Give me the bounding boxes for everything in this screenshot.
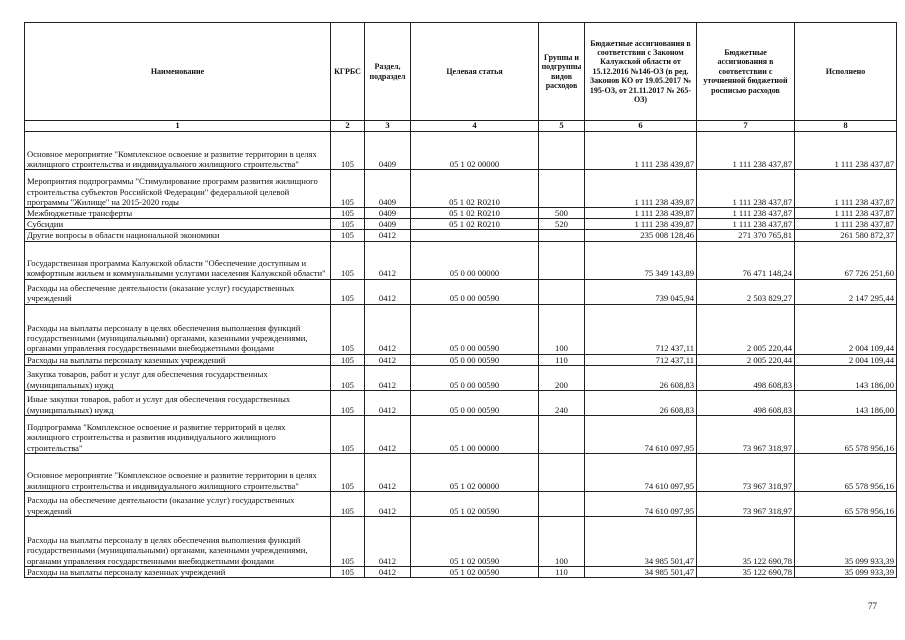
row-section-cell: 0412 <box>365 415 411 453</box>
row-target-article-cell: 05 0 00 00590 <box>411 304 539 354</box>
row-executed-cell: 65 578 956,16 <box>795 491 897 516</box>
row-kgrbs-cell: 105 <box>331 516 365 566</box>
header-name: Наименование <box>25 23 331 121</box>
table-row <box>25 208 897 219</box>
table-row <box>25 566 897 577</box>
row-executed-cell: 261 580 872,37 <box>795 230 897 241</box>
row-budget-law-cell: 26 608,83 <box>585 390 697 415</box>
row-name-cell: Другие вопросы в области национальной экономики <box>25 230 331 241</box>
row-expense-group-cell <box>539 230 585 241</box>
budget-table-sheet <box>24 22 897 578</box>
row-kgrbs-cell: 105 <box>331 390 365 415</box>
row-executed-cell: 1 111 238 437,87 <box>795 208 897 219</box>
row-budget-refined-cell: 271 370 765,81 <box>697 230 795 241</box>
column-number: 7 <box>697 121 795 132</box>
header-target-article: Целевая статья <box>411 23 539 121</box>
row-budget-refined-cell: 2 005 220,44 <box>697 354 795 365</box>
row-target-article-cell: 05 0 00 00590 <box>411 279 539 304</box>
row-target-article-cell: 05 1 00 00000 <box>411 415 539 453</box>
row-budget-law-cell: 1 111 238 439,87 <box>585 132 697 170</box>
row-executed-cell: 1 111 238 437,87 <box>795 219 897 230</box>
table-row <box>25 279 897 304</box>
row-name-cell: Межбюджетные трансферты <box>25 208 331 219</box>
row-expense-group-cell <box>539 491 585 516</box>
row-expense-group-cell <box>539 170 585 208</box>
row-budget-refined-cell: 1 111 238 437,87 <box>697 132 795 170</box>
row-section-cell: 0412 <box>365 279 411 304</box>
row-section-cell: 0409 <box>365 208 411 219</box>
row-executed-cell: 2 004 109,44 <box>795 354 897 365</box>
row-budget-refined-cell: 35 122 690,78 <box>697 516 795 566</box>
row-target-article-cell: 05 1 02 R0210 <box>411 219 539 230</box>
row-budget-law-cell: 712 437,11 <box>585 304 697 354</box>
row-budget-law-cell: 74 610 097,95 <box>585 491 697 516</box>
budget-table <box>24 22 897 578</box>
row-kgrbs-cell: 105 <box>331 415 365 453</box>
column-number-row <box>25 121 897 132</box>
header-section: Раздел, подраздел <box>365 23 411 121</box>
row-budget-law-cell: 739 045,94 <box>585 279 697 304</box>
row-target-article-cell: 05 1 02 00590 <box>411 516 539 566</box>
row-name-cell: Расходы на выплаты персоналу в целях обеспечения выполнения функций государственными (муниципальными) органами, казенными учреждениями, органами управления государственными внебюджетными фондами <box>25 304 331 354</box>
row-section-cell: 0412 <box>365 491 411 516</box>
row-budget-law-cell: 712 437,11 <box>585 354 697 365</box>
column-number: 2 <box>331 121 365 132</box>
row-executed-cell: 143 186,00 <box>795 390 897 415</box>
row-name-cell: Расходы на выплаты персоналу казенных учреждений <box>25 566 331 577</box>
header-kgrbs: КГРБС <box>331 23 365 121</box>
header-row <box>25 23 897 121</box>
row-expense-group-cell: 240 <box>539 390 585 415</box>
column-number: 4 <box>411 121 539 132</box>
row-budget-law-cell: 1 111 238 439,87 <box>585 208 697 219</box>
row-section-cell: 0412 <box>365 354 411 365</box>
row-section-cell: 0412 <box>365 390 411 415</box>
table-row <box>25 390 897 415</box>
row-name-cell: Расходы на обеспечение деятельности (оказание услуг) государственных учреждений <box>25 491 331 516</box>
row-kgrbs-cell: 105 <box>331 365 365 390</box>
table-row <box>25 241 897 279</box>
column-number: 1 <box>25 121 331 132</box>
column-number: 6 <box>585 121 697 132</box>
row-expense-group-cell <box>539 279 585 304</box>
row-kgrbs-cell: 105 <box>331 170 365 208</box>
row-kgrbs-cell: 105 <box>331 453 365 491</box>
row-budget-law-cell: 34 985 501,47 <box>585 516 697 566</box>
row-executed-cell: 2 004 109,44 <box>795 304 897 354</box>
row-executed-cell: 2 147 295,44 <box>795 279 897 304</box>
row-expense-group-cell: 110 <box>539 566 585 577</box>
row-name-cell: Основное мероприятие "Комплексное освоение и развитие территории в целях жилищного строительства и индивидуального жилищного строительства" <box>25 132 331 170</box>
row-executed-cell: 67 726 251,60 <box>795 241 897 279</box>
row-section-cell: 0409 <box>365 170 411 208</box>
row-expense-group-cell <box>539 415 585 453</box>
row-target-article-cell: 05 1 02 00590 <box>411 491 539 516</box>
row-executed-cell: 35 099 933,39 <box>795 566 897 577</box>
row-target-article-cell: 05 1 02 00000 <box>411 453 539 491</box>
row-budget-refined-cell: 73 967 318,97 <box>697 491 795 516</box>
row-target-article-cell: 05 1 02 00000 <box>411 132 539 170</box>
row-section-cell: 0412 <box>365 566 411 577</box>
row-budget-refined-cell: 1 111 238 437,87 <box>697 219 795 230</box>
row-budget-law-cell: 1 111 238 439,87 <box>585 170 697 208</box>
row-name-cell: Мероприятия подпрограммы "Стимулирование программ развития жилищного строительства субъектов Российской Федерации" федеральной целевой программы "Жилище" на 2015-2020 годы <box>25 170 331 208</box>
row-executed-cell: 35 099 933,39 <box>795 516 897 566</box>
table-row <box>25 170 897 208</box>
row-section-cell: 0409 <box>365 132 411 170</box>
row-target-article-cell: 05 1 02 R0210 <box>411 170 539 208</box>
row-name-cell: Субсидии <box>25 219 331 230</box>
header-budget-law: Бюджетные ассигнования в соответствии с Законом Калужской области от 15.12.2016 №146-ОЗ (в ред. Законов КО от 19.05.2017 № 195-ОЗ, от 21.11.2017 № 265-ОЗ) <box>585 23 697 121</box>
table-row <box>25 354 897 365</box>
row-budget-law-cell: 74 610 097,95 <box>585 415 697 453</box>
row-budget-law-cell: 235 008 128,46 <box>585 230 697 241</box>
row-executed-cell: 143 186,00 <box>795 365 897 390</box>
row-kgrbs-cell: 105 <box>331 132 365 170</box>
table-row <box>25 219 897 230</box>
row-executed-cell: 1 111 238 437,87 <box>795 170 897 208</box>
table-body <box>25 132 897 578</box>
row-budget-refined-cell: 35 122 690,78 <box>697 566 795 577</box>
row-section-cell: 0412 <box>365 230 411 241</box>
table-row <box>25 304 897 354</box>
table-row <box>25 230 897 241</box>
row-target-article-cell: 05 0 00 00000 <box>411 241 539 279</box>
row-budget-refined-cell: 2 005 220,44 <box>697 304 795 354</box>
row-executed-cell: 1 111 238 437,87 <box>795 132 897 170</box>
row-expense-group-cell <box>539 453 585 491</box>
row-budget-refined-cell: 73 967 318,97 <box>697 415 795 453</box>
row-expense-group-cell <box>539 132 585 170</box>
row-name-cell: Государственная программа Калужской области "Обеспечение доступным и комфортным жильем и коммунальными услугами населения Калужской области" <box>25 241 331 279</box>
table-row <box>25 365 897 390</box>
row-section-cell: 0412 <box>365 365 411 390</box>
row-target-article-cell: 05 0 00 00590 <box>411 365 539 390</box>
row-budget-law-cell: 26 608,83 <box>585 365 697 390</box>
row-name-cell: Расходы на выплаты персоналу в целях обеспечения выполнения функций государственными (муниципальными) органами, казенными учреждениями, органами управления государственными внебюджетными фондами <box>25 516 331 566</box>
row-section-cell: 0412 <box>365 516 411 566</box>
row-budget-refined-cell: 498 608,83 <box>697 390 795 415</box>
row-name-cell: Иные закупки товаров, работ и услуг для обеспечения государственных (муниципальных) нужд <box>25 390 331 415</box>
row-budget-law-cell: 1 111 238 439,87 <box>585 219 697 230</box>
row-expense-group-cell: 500 <box>539 208 585 219</box>
row-executed-cell: 65 578 956,16 <box>795 453 897 491</box>
row-section-cell: 0412 <box>365 453 411 491</box>
row-budget-refined-cell: 73 967 318,97 <box>697 453 795 491</box>
row-kgrbs-cell: 105 <box>331 304 365 354</box>
row-target-article-cell: 05 0 00 00590 <box>411 354 539 365</box>
row-budget-refined-cell: 1 111 238 437,87 <box>697 208 795 219</box>
row-name-cell: Расходы на обеспечение деятельности (оказание услуг) государственных учреждений <box>25 279 331 304</box>
row-kgrbs-cell: 105 <box>331 219 365 230</box>
column-number: 3 <box>365 121 411 132</box>
header-budget-refined: Бюджетные ассигнования в соответствии с уточненной бюджетной росписью расходов <box>697 23 795 121</box>
row-kgrbs-cell: 105 <box>331 208 365 219</box>
header-executed: Исполнено <box>795 23 897 121</box>
table-row <box>25 415 897 453</box>
row-kgrbs-cell: 105 <box>331 566 365 577</box>
row-expense-group-cell: 100 <box>539 516 585 566</box>
row-budget-refined-cell: 498 608,83 <box>697 365 795 390</box>
row-kgrbs-cell: 105 <box>331 279 365 304</box>
page-number: 77 <box>868 601 877 611</box>
row-section-cell: 0412 <box>365 241 411 279</box>
row-kgrbs-cell: 105 <box>331 491 365 516</box>
row-expense-group-cell <box>539 241 585 279</box>
table-row <box>25 132 897 170</box>
column-number: 8 <box>795 121 897 132</box>
row-name-cell: Закупка товаров, работ и услуг для обеспечения государственных (муниципальных) нужд <box>25 365 331 390</box>
table-row <box>25 453 897 491</box>
row-section-cell: 0412 <box>365 304 411 354</box>
header-expense-groups: Группы и подгруппы видов расходов <box>539 23 585 121</box>
row-budget-refined-cell: 2 503 829,27 <box>697 279 795 304</box>
row-budget-law-cell: 74 610 097,95 <box>585 453 697 491</box>
table-row <box>25 516 897 566</box>
row-target-article-cell: 05 0 00 00590 <box>411 390 539 415</box>
row-expense-group-cell: 520 <box>539 219 585 230</box>
row-executed-cell: 65 578 956,16 <box>795 415 897 453</box>
column-number: 5 <box>539 121 585 132</box>
row-target-article-cell: 05 1 02 00590 <box>411 566 539 577</box>
table-row <box>25 491 897 516</box>
row-kgrbs-cell: 105 <box>331 354 365 365</box>
row-kgrbs-cell: 105 <box>331 241 365 279</box>
row-expense-group-cell: 110 <box>539 354 585 365</box>
row-expense-group-cell: 100 <box>539 304 585 354</box>
row-name-cell: Подпрограмма "Комплексное освоение и развитие территорий в целях жилищного строительства и развития индивидуального жилищного строительства" <box>25 415 331 453</box>
row-budget-law-cell: 75 349 143,89 <box>585 241 697 279</box>
row-expense-group-cell: 200 <box>539 365 585 390</box>
row-target-article-cell: 05 1 02 R0210 <box>411 208 539 219</box>
row-budget-law-cell: 34 985 501,47 <box>585 566 697 577</box>
row-budget-refined-cell: 76 471 148,24 <box>697 241 795 279</box>
row-kgrbs-cell: 105 <box>331 230 365 241</box>
row-budget-refined-cell: 1 111 238 437,87 <box>697 170 795 208</box>
row-section-cell: 0409 <box>365 219 411 230</box>
row-name-cell: Расходы на выплаты персоналу казенных учреждений <box>25 354 331 365</box>
row-name-cell: Основное мероприятие "Комплексное освоение и развитие территории в целях жилищного строительства и индивидуального жилищного строительства" <box>25 453 331 491</box>
row-target-article-cell <box>411 230 539 241</box>
